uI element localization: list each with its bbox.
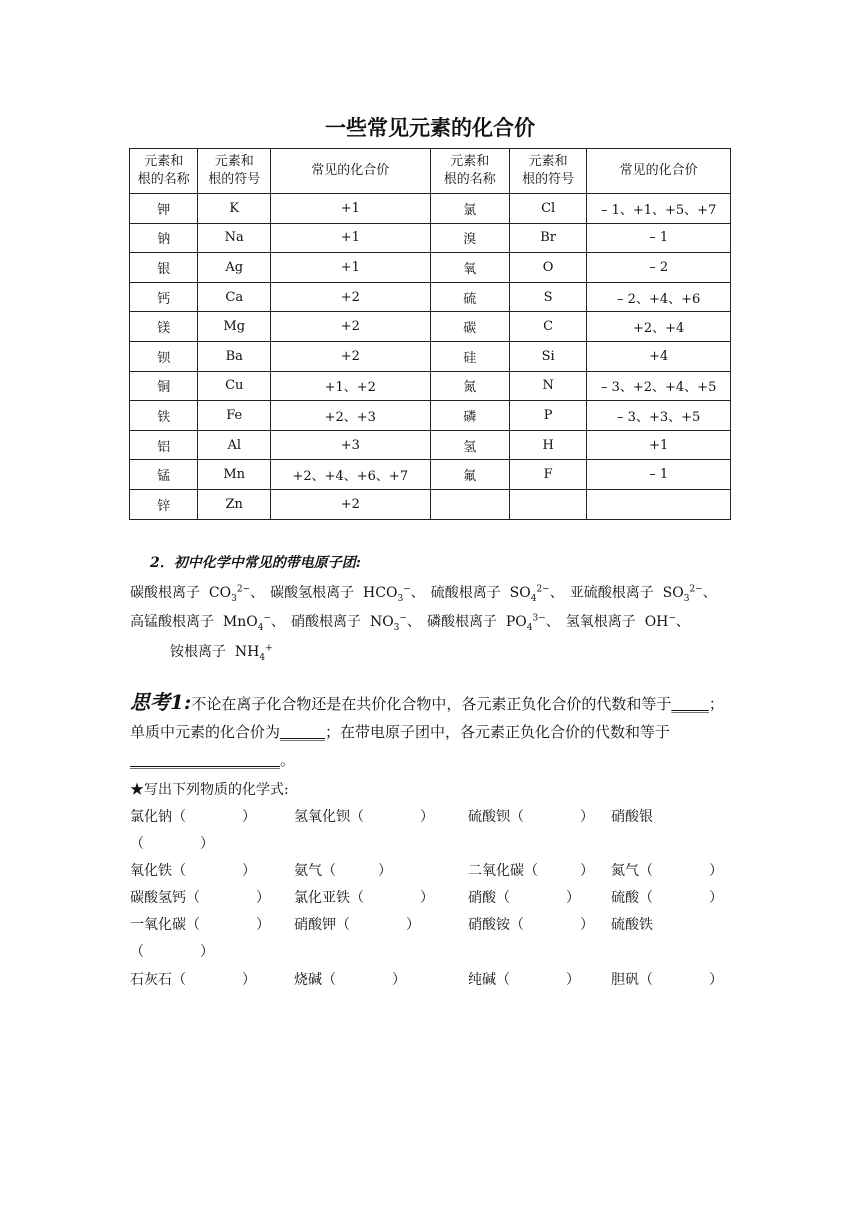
formula-item: 硝酸（ ） [468, 890, 580, 906]
table-cell: – 1 [587, 460, 731, 490]
think-text: ；在带电原子团中，各元素正负化合价的代数和等于 [325, 723, 671, 741]
table-cell: Cl [509, 194, 586, 224]
table-row [130, 341, 731, 371]
header-cell: 元素和 根的名称 [430, 149, 509, 194]
blank: ______ [280, 723, 326, 741]
table-cell: 氟 [430, 460, 509, 490]
table-row [130, 401, 731, 431]
table-cell: 锌 [130, 489, 198, 519]
ion-item: 硝酸根离子 $NO_3^-$、 [291, 613, 421, 633]
ion-item: 碳酸根离子 $CO_3^{2-}$、 [130, 584, 265, 604]
table-row [130, 312, 731, 342]
table-cell: +2 [270, 312, 430, 342]
table-cell: – 1、+1、+5、+7 [587, 194, 731, 224]
blank-paren: （ ） [130, 944, 214, 960]
blank: ____________________ [130, 751, 280, 769]
table-cell: +2、+3 [270, 401, 430, 431]
table-row [130, 282, 731, 312]
ion-item: 氢氧根离子 OH−、 [565, 613, 690, 630]
ion-item: 亚硫酸根离子 $SO_3^{2-}$、 [569, 584, 717, 604]
table-cell: Cu [198, 371, 271, 401]
table-cell: +1 [270, 194, 430, 224]
formula-continuation [130, 833, 730, 855]
formula-item: 氨气（ ） [294, 863, 392, 879]
table-cell: Ca [198, 282, 271, 312]
formula-item: 硫酸钡（ ） [468, 809, 594, 825]
blank: _____ [671, 695, 709, 713]
formula-row [130, 860, 730, 882]
formula-row [130, 887, 730, 909]
formula-continuation [130, 941, 730, 963]
table-cell: 钡 [130, 341, 198, 371]
formula-item: 一氧化碳（ ） [130, 917, 270, 933]
table-cell: Mn [198, 460, 271, 490]
table-cell: O [509, 253, 586, 283]
table-cell: H [509, 430, 586, 460]
table-cell: 硫 [430, 282, 509, 312]
table-row [130, 371, 731, 401]
ion-item: 磷酸根离子 $PO_4^{3-}$、 [426, 613, 560, 633]
blank-paren: （ ） [130, 836, 214, 852]
table-cell: – 2 [587, 253, 731, 283]
formula-item: 氮气（ ） [611, 863, 723, 879]
ion-line [130, 582, 723, 604]
table-cell [509, 489, 586, 519]
table-cell: 溴 [430, 223, 509, 253]
formula-item: 二氧化碳（ ） [468, 863, 594, 879]
table-cell: C [509, 312, 586, 342]
formula-item: 硝酸银 [611, 809, 653, 825]
table-cell: 碳 [430, 312, 509, 342]
table-cell: S [509, 282, 586, 312]
table-cell: +2、+4、+6、+7 [270, 460, 430, 490]
table-cell: F [509, 460, 586, 490]
formula-item: 烧碱（ ） [294, 972, 406, 988]
table-cell: 铁 [130, 401, 198, 431]
table-cell: Ag [198, 253, 271, 283]
table-cell: 钾 [130, 194, 198, 224]
formula-item: 硫酸铁 [611, 917, 653, 933]
table-cell: +3 [270, 430, 430, 460]
table-cell: – 3、+3、+5 [587, 401, 731, 431]
table-cell: 氮 [430, 371, 509, 401]
table-cell: – 2、+4、+6 [587, 282, 731, 312]
table-cell [430, 489, 509, 519]
table-cell: P [509, 401, 586, 431]
table-cell: Fe [198, 401, 271, 431]
table-cell: 钙 [130, 282, 198, 312]
header-cell: 常见的化合价 [270, 149, 430, 194]
table-cell: +1 [270, 253, 430, 283]
table-cell: +1、+2 [270, 371, 430, 401]
formula-item: 胆矾（ ） [611, 972, 723, 988]
think-heading: 思考1: [130, 690, 192, 714]
table-cell: Si [509, 341, 586, 371]
ion-line [170, 641, 279, 663]
ion-item: 硫酸根离子 $SO_4^{2-}$、 [430, 584, 564, 604]
table-cell: 磷 [430, 401, 509, 431]
table-cell: – 1 [587, 223, 731, 253]
exercise-instruction: ★写出下列物质的化学式: [130, 782, 289, 798]
formula-item: 碳酸氢钙（ ） [130, 890, 270, 906]
table-row [130, 489, 731, 519]
formula-item: 硝酸铵（ ） [468, 917, 594, 933]
header-cell: 元素和 根的符号 [198, 149, 271, 194]
formula-row [130, 914, 730, 936]
table-row [130, 430, 731, 460]
table-row [130, 253, 731, 283]
table-cell: 银 [130, 253, 198, 283]
table-cell [587, 489, 731, 519]
table-cell: Br [509, 223, 586, 253]
ion-item: 铵根离子 $NH_4^+$ [170, 643, 273, 663]
think-paragraph [130, 688, 730, 774]
formula-item: 氯化亚铁（ ） [294, 890, 434, 906]
table-cell: +2 [270, 282, 430, 312]
table-cell: +2 [270, 489, 430, 519]
table-cell: 氧 [430, 253, 509, 283]
header-cell: 常见的化合价 [587, 149, 731, 194]
formula-item: 氯化钠（ ） [130, 809, 256, 825]
table-cell: – 3、+2、+4、+5 [587, 371, 731, 401]
table-cell: K [198, 194, 271, 224]
ion-item: 碳酸氢根离子 $HCO_3^-$、 [270, 584, 425, 604]
table-cell: +1 [270, 223, 430, 253]
table-row [130, 460, 731, 490]
formula-item: 氧化铁（ ） [130, 863, 256, 879]
formula-item: 纯碱（ ） [468, 972, 580, 988]
table-cell: Al [198, 430, 271, 460]
formula-item: 氢氧化钡（ ） [294, 809, 434, 825]
formula-row [130, 806, 730, 828]
table-cell: +2、+4 [587, 312, 731, 342]
table-cell: 铜 [130, 371, 198, 401]
table-cell: +2 [270, 341, 430, 371]
table-cell: Mg [198, 312, 271, 342]
ion-line [130, 611, 696, 633]
formula-item: 硫酸（ ） [611, 890, 723, 906]
formula-row [130, 969, 730, 991]
page-title: 一些常见元素的化合价 [325, 116, 535, 140]
table-cell: 氢 [430, 430, 509, 460]
valence-table [129, 148, 731, 520]
table-cell: N [509, 371, 586, 401]
think-text: 。 [280, 751, 296, 769]
think-text: 不论在离子化合物还是在共价化合物中，各元素正负化合价的代数和等于 [191, 695, 672, 713]
table-cell: 铝 [130, 430, 198, 460]
table-cell: 氯 [430, 194, 509, 224]
header-cell: 元素和 根的符号 [509, 149, 586, 194]
table-header-row [130, 149, 731, 194]
ion-item: 高锰酸根离子 MnO$_4$−、 [130, 613, 286, 633]
table-cell: +4 [587, 341, 731, 371]
table-cell: +1 [587, 430, 731, 460]
table-cell: 硅 [430, 341, 509, 371]
table-cell: 锰 [130, 460, 198, 490]
table-cell: Zn [198, 489, 271, 519]
section-2-title: 2．初中化学中常见的带电原子团: [150, 555, 361, 571]
table-row [130, 194, 731, 224]
table-row [130, 223, 731, 253]
formula-item: 石灰石（ ） [130, 972, 256, 988]
header-cell: 元素和 根的名称 [130, 149, 198, 194]
think-text: ；单质中元素的化合价为 [130, 695, 724, 741]
formula-item: 硝酸钾（ ） [294, 917, 420, 933]
table-cell: 钠 [130, 223, 198, 253]
table-cell: 镁 [130, 312, 198, 342]
table-cell: Na [198, 223, 271, 253]
table-cell: Ba [198, 341, 271, 371]
